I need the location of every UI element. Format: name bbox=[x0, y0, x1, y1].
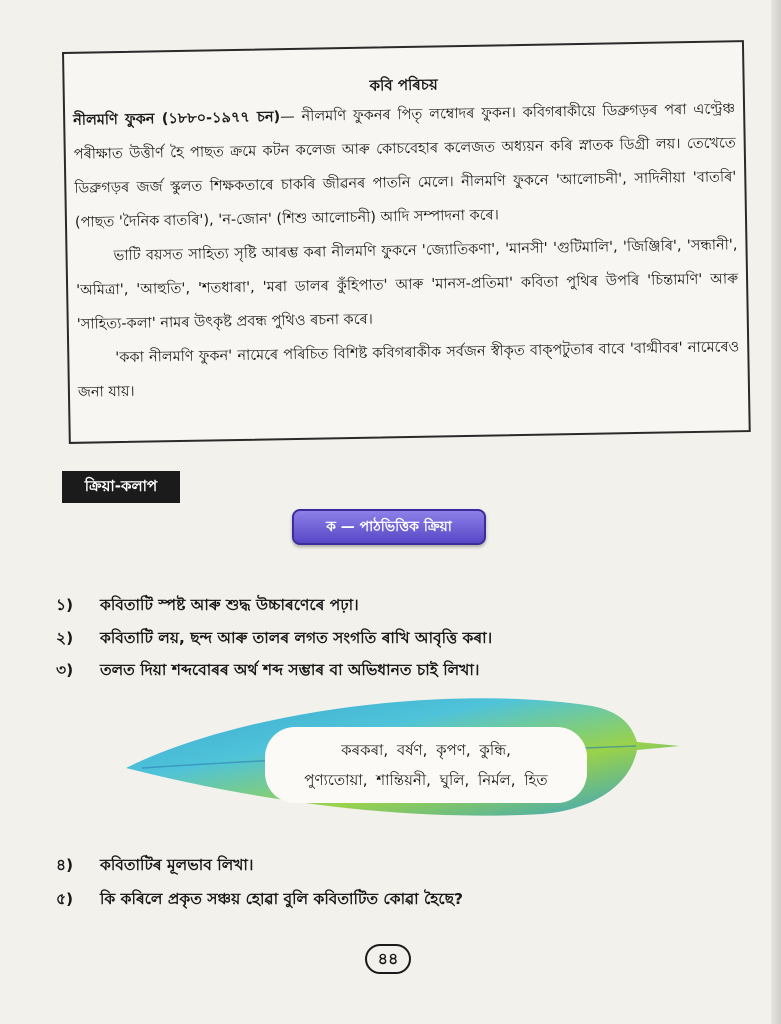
poet-name: নীলমণি ফুকন (১৮৮০-১৯৭৭ চন) bbox=[73, 109, 281, 129]
question-item bbox=[56, 593, 359, 619]
text-based-activity-badge: ক — পাঠভিত্তিক ক্ৰিয়া bbox=[292, 509, 486, 545]
question-text: কবিতাটি লয়, ছন্দ আৰু তালৰ লগত সংগতি ৰাখি আবৃত্তি কৰা। bbox=[100, 629, 493, 647]
page-number: ৪৪ bbox=[365, 944, 411, 974]
word-list-box bbox=[265, 727, 587, 803]
question-number: ১) bbox=[56, 596, 74, 614]
bio-text bbox=[73, 92, 740, 410]
question-number: ৩) bbox=[56, 661, 74, 679]
question-item bbox=[56, 853, 253, 879]
question-number: ৫) bbox=[56, 890, 74, 908]
question-text: কবিতাটি স্পষ্ট আৰু শুদ্ধ উচ্চাৰণেৰে পঢ়া। bbox=[100, 596, 359, 614]
question-text: তলত দিয়া শব্দবোৰৰ অৰ্থ শব্দ সম্ভাৰ বা অভিধানত চাই লিখা। bbox=[100, 661, 480, 679]
word-list-line-1: কৰকৰা, বৰ্ষণ, কৃপণ, কুন্ধি, bbox=[341, 741, 511, 759]
poet-introduction-box bbox=[62, 40, 751, 444]
activities-label: ক্ৰিয়া-কলাপ bbox=[62, 471, 180, 503]
question-number: ৪) bbox=[56, 856, 74, 874]
bio-paragraph-2: ভাটি বয়সত সাহিত্য সৃষ্টি আৰম্ভ কৰা নীলমণি ফুকনে 'জ্যোতিকণা', 'মানসী' 'গুটিমালি', 'জিঞ্জিৰি', 'সন্ধানী', 'অমিত্ৰা', 'আহুতি', 'শতধাৰা', 'মৰা ডালৰ কুঁহিপাত' আৰু 'মানস-প্ৰতিমা' কবিতা পুথিৰ উপৰি 'চিন্তামণি' আৰু 'সাহিত্য-কলা' নামৰ উৎকৃষ্ট প্ৰবন্ধ পুথিও ৰচনা কৰে। bbox=[76, 237, 739, 333]
question-text: কবিতাটিৰ মূলভাব লিখা। bbox=[100, 856, 254, 874]
bio-p1-text: — নীলমণি ফুকনৰ পিতৃ লম্বোদৰ ফুকন। কবিগৰাকীয়ে ডিব্ৰুগড়ৰ পৰা এণ্ট্ৰেঞ্চ পৰীক্ষাত উত্তীৰ্ণ হৈ পাছত ক্ৰমে কটন কলেজ আৰু কোচবেহাৰ কলেজত অধ্যয়ন কৰি স্নাতক ডিগ্ৰী লয়। তেখেতে ডিব্ৰুগড়ৰ জৰ্জ স্কুলত শিক্ষকতাৰে চাকৰি জীৱনৰ পাতনি মেলে। নীলমণি ফুকনে 'আলোচনী', সাদিনীয়া 'বাতৰি' (পাছত 'দৈনিক বাতৰি'), 'ন-জোন' (শিশু আলোচনী) আদি সম্পাদনা কৰে। bbox=[73, 101, 737, 231]
question-item bbox=[56, 887, 463, 913]
question-item bbox=[56, 626, 492, 652]
bio-title: কবি পৰিচয় bbox=[369, 75, 438, 95]
question-text: কি কৰিলে প্ৰকৃত সঞ্চয় হোৱা বুলি কবিতাটিত কোৱা হৈছে? bbox=[100, 890, 464, 908]
question-item bbox=[56, 658, 479, 684]
bio-paragraph-3: 'ককা নীলমণি ফুকন' নামেৰে পৰিচিত বিশিষ্ট কবিগৰাকীক সৰ্বজন স্বীকৃত বাক্পটুতাৰ বাবে 'বাগ্মীবৰ' নামেৰেও জনা যায়। bbox=[77, 339, 740, 401]
page-edge bbox=[771, 0, 781, 1024]
question-number: ২) bbox=[56, 629, 74, 647]
word-list-line-2: পুণ্যতোয়া, শান্তিয়নী, ঘুলি, নিৰ্মল, হিত bbox=[304, 771, 548, 789]
bio-paragraph-1 bbox=[73, 92, 737, 240]
